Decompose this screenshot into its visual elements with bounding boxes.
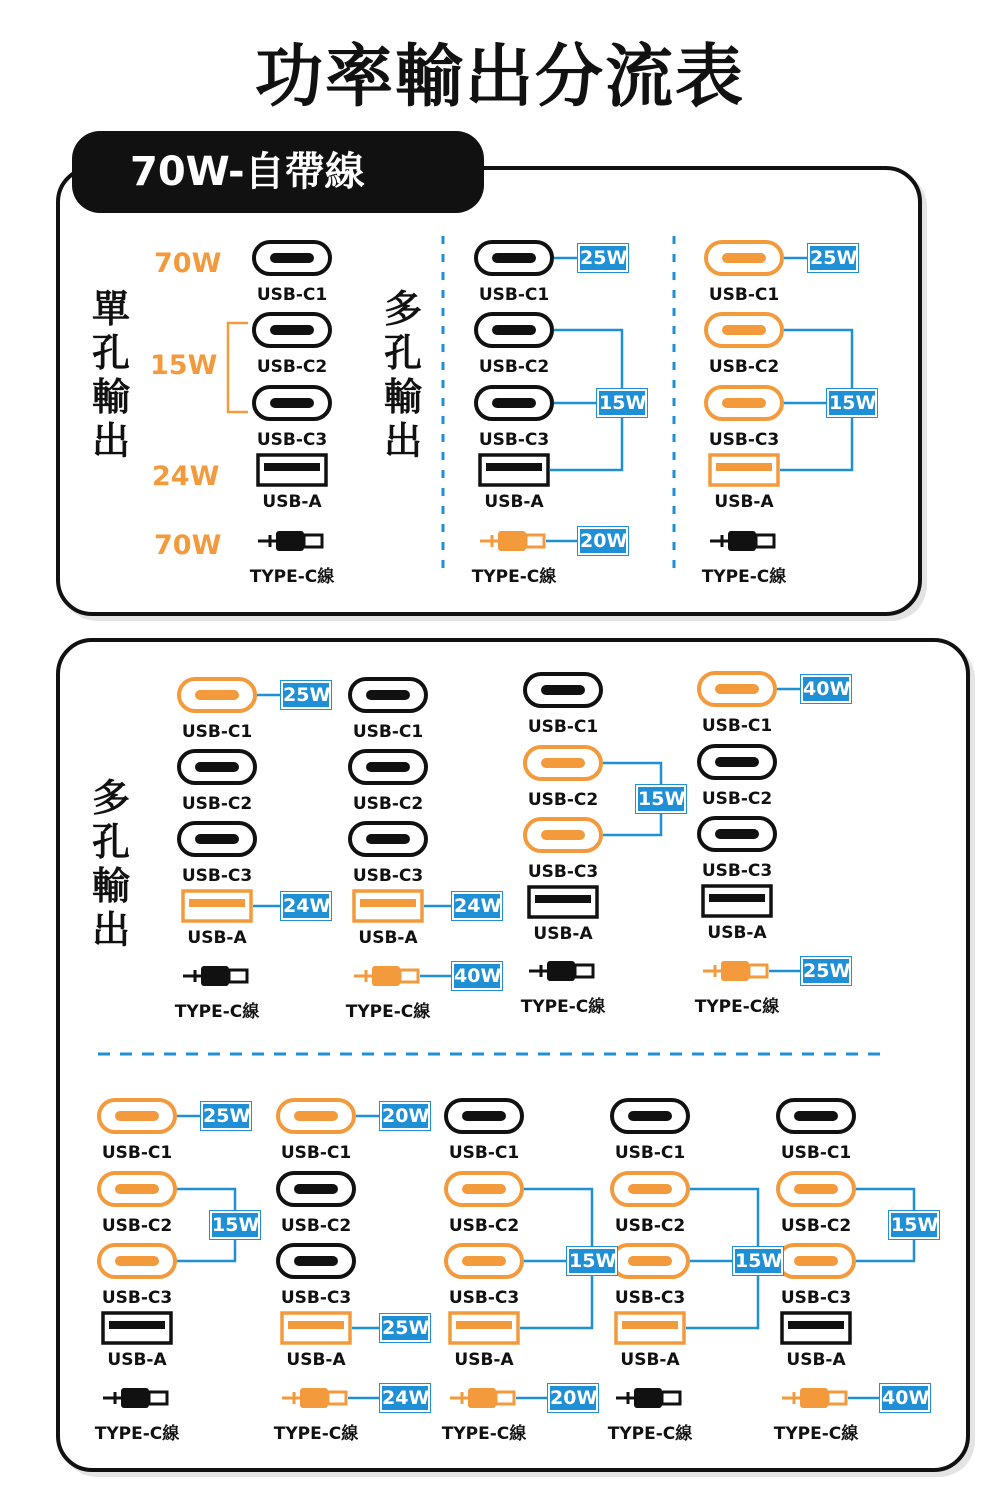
- cable-icon: [498, 531, 526, 551]
- usb-a-port-icon: [709, 894, 765, 902]
- label-usb-c1: USB-C1: [280, 1143, 352, 1163]
- watt-badge: 20W: [578, 527, 628, 555]
- usb-c-port-icon: [541, 758, 585, 768]
- single-c1-watt: 70W: [154, 248, 222, 279]
- cable-icon: [276, 531, 304, 551]
- usb-a-port-icon: [716, 463, 772, 471]
- label-usb-c2: USB-C2: [708, 357, 780, 377]
- usb-c-port-icon: [492, 398, 536, 408]
- label-type-c: TYPE-C線: [174, 1002, 260, 1022]
- watt-badge: 15W: [210, 1211, 260, 1239]
- label-usb-c1: USB-C1: [527, 717, 599, 737]
- label-usb-c2: USB-C2: [448, 1216, 520, 1236]
- usb-c-port-icon: [794, 1256, 838, 1266]
- label-usb-a: USB-A: [707, 923, 767, 943]
- label-usb-c2: USB-C2: [701, 789, 773, 809]
- cable-icon: [300, 1388, 328, 1408]
- cable-icon: [800, 1388, 828, 1408]
- usb-c-port-icon: [628, 1184, 672, 1194]
- usb-a-port-icon: [535, 895, 591, 903]
- usb-c-port-icon: [270, 253, 314, 263]
- label-usb-c1: USB-C1: [701, 716, 773, 736]
- label-usb-c3: USB-C3: [352, 866, 424, 886]
- watt-badge: 25W: [281, 681, 331, 709]
- single-cable-watt: 70W: [154, 530, 222, 561]
- label-usb-c2: USB-C2: [780, 1216, 852, 1236]
- usb-a-port-icon: [788, 1321, 844, 1329]
- usb-a-port-icon: [109, 1321, 165, 1329]
- cable-icon: [828, 1392, 846, 1404]
- cable-icon: [496, 1392, 514, 1404]
- watt-badge: 15W: [733, 1247, 783, 1275]
- cable-icon: [728, 531, 756, 551]
- multi-output-label-bottom: 多 孔 輸 出: [91, 776, 130, 952]
- cable-icon: [575, 965, 593, 977]
- label-usb-c3: USB-C3: [614, 1288, 686, 1308]
- single-a-watt: 24W: [152, 461, 220, 492]
- label-usb-a: USB-A: [358, 928, 418, 948]
- usb-c-port-icon: [462, 1184, 506, 1194]
- cable-icon: [201, 966, 229, 986]
- usb-a-port-icon: [622, 1321, 678, 1329]
- watt-badge: 24W: [380, 1384, 430, 1412]
- usb-c-port-icon: [195, 690, 239, 700]
- label-usb-c1: USB-C1: [708, 285, 780, 305]
- label-type-c: TYPE-C線: [94, 1424, 180, 1444]
- watt-badge: 20W: [548, 1384, 598, 1412]
- cable-icon: [121, 1388, 149, 1408]
- label-usb-c2: USB-C2: [101, 1216, 173, 1236]
- usb-c-port-icon: [628, 1111, 672, 1121]
- watt-badge: 25W: [578, 244, 628, 272]
- label-usb-c2: USB-C2: [614, 1216, 686, 1236]
- label-usb-a: USB-A: [533, 924, 593, 944]
- cable-icon: [468, 1388, 496, 1408]
- watt-badge: 25W: [801, 957, 851, 985]
- usb-a-port-icon: [456, 1321, 512, 1329]
- label-usb-c3: USB-C3: [701, 861, 773, 881]
- label-type-c: TYPE-C線: [694, 997, 780, 1017]
- usb-c-port-icon: [195, 834, 239, 844]
- usb-c-port-icon: [722, 325, 766, 335]
- watt-badge: 15W: [889, 1211, 939, 1239]
- usb-a-port-icon: [189, 899, 245, 907]
- label-usb-c2: USB-C2: [527, 790, 599, 810]
- usb-c-port-icon: [541, 830, 585, 840]
- cable-icon: [229, 970, 247, 982]
- label-type-c: TYPE-C線: [520, 997, 606, 1017]
- label-usb-a: USB-A: [620, 1350, 680, 1370]
- usb-c-port-icon: [541, 685, 585, 695]
- label-type-c: TYPE-C線: [773, 1424, 859, 1444]
- usb-c-port-icon: [715, 829, 759, 839]
- watt-badge: 25W: [201, 1102, 251, 1130]
- watt-badge: 15W: [567, 1247, 617, 1275]
- usb-c-port-icon: [462, 1256, 506, 1266]
- label-usb-c3: USB-C3: [280, 1288, 352, 1308]
- label-usb-c1: USB-C1: [101, 1143, 173, 1163]
- usb-c-port-icon: [294, 1256, 338, 1266]
- label-type-c: TYPE-C線: [607, 1424, 693, 1444]
- cable-icon: [526, 535, 544, 547]
- usb-c-port-icon: [366, 834, 410, 844]
- watt-badge: 20W: [380, 1102, 430, 1130]
- usb-c-port-icon: [628, 1256, 672, 1266]
- single-output-label: 單 孔 輸 出: [91, 287, 130, 463]
- usb-c-port-icon: [115, 1184, 159, 1194]
- label-usb-a: USB-A: [187, 928, 247, 948]
- label-usb-a: USB-A: [107, 1350, 167, 1370]
- label-usb-c2: USB-C2: [256, 357, 328, 377]
- label-usb-c1: USB-C1: [256, 285, 328, 305]
- cable-icon: [749, 965, 767, 977]
- section-tab: 70W-自帶線: [72, 131, 484, 213]
- label-type-c: TYPE-C線: [701, 567, 787, 587]
- watt-badge: 24W: [281, 892, 331, 920]
- multi-output-label-top: 多 孔 輸 出: [383, 287, 422, 463]
- label-type-c: TYPE-C線: [273, 1424, 359, 1444]
- label-usb-a: USB-A: [286, 1350, 346, 1370]
- label-type-c: TYPE-C線: [471, 567, 557, 587]
- cable-icon: [149, 1392, 167, 1404]
- usb-c-port-icon: [294, 1111, 338, 1121]
- watt-badge: 40W: [801, 675, 851, 703]
- watt-badge: 40W: [452, 962, 502, 990]
- label-usb-a: USB-A: [454, 1350, 514, 1370]
- usb-c-port-icon: [195, 762, 239, 772]
- label-usb-a: USB-A: [484, 492, 544, 512]
- label-usb-c3: USB-C3: [101, 1288, 173, 1308]
- usb-c-port-icon: [270, 398, 314, 408]
- page-title: 功率輸出分流表: [254, 38, 745, 117]
- label-usb-c3: USB-C3: [181, 866, 253, 886]
- label-usb-c3: USB-C3: [708, 430, 780, 450]
- cable-icon: [304, 535, 322, 547]
- cable-icon: [634, 1388, 662, 1408]
- label-usb-c2: USB-C2: [478, 357, 550, 377]
- cable-icon: [756, 535, 774, 547]
- watt-badge: 40W: [880, 1384, 930, 1412]
- label-usb-c1: USB-C1: [448, 1143, 520, 1163]
- watt-badge: 15W: [597, 389, 647, 417]
- usb-c-port-icon: [270, 325, 314, 335]
- label-type-c: TYPE-C線: [345, 1002, 431, 1022]
- usb-a-port-icon: [288, 1321, 344, 1329]
- label-usb-a: USB-A: [714, 492, 774, 512]
- usb-c-port-icon: [492, 253, 536, 263]
- cable-icon: [328, 1392, 346, 1404]
- usb-c-port-icon: [715, 684, 759, 694]
- watt-badge: 25W: [380, 1314, 430, 1342]
- usb-a-port-icon: [264, 463, 320, 471]
- label-usb-c2: USB-C2: [181, 794, 253, 814]
- usb-c-port-icon: [115, 1256, 159, 1266]
- label-usb-c2: USB-C2: [352, 794, 424, 814]
- usb-c-port-icon: [366, 690, 410, 700]
- usb-c-port-icon: [715, 757, 759, 767]
- label-usb-c1: USB-C1: [352, 722, 424, 742]
- usb-c-port-icon: [115, 1111, 159, 1121]
- usb-c-port-icon: [462, 1111, 506, 1121]
- usb-c-port-icon: [366, 762, 410, 772]
- cable-icon: [372, 966, 400, 986]
- label-usb-c1: USB-C1: [478, 285, 550, 305]
- watt-badge: 24W: [452, 892, 502, 920]
- watt-badge: 15W: [827, 389, 877, 417]
- label-usb-c2: USB-C2: [280, 1216, 352, 1236]
- label-usb-a: USB-A: [786, 1350, 846, 1370]
- usb-a-port-icon: [486, 463, 542, 471]
- label-type-c: TYPE-C線: [441, 1424, 527, 1444]
- single-c2-c3-watt: 15W: [150, 350, 218, 381]
- label-usb-c3: USB-C3: [478, 430, 550, 450]
- usb-c-port-icon: [722, 398, 766, 408]
- label-usb-c3: USB-C3: [527, 862, 599, 882]
- watt-badge: 15W: [636, 785, 686, 813]
- label-usb-c3: USB-C3: [448, 1288, 520, 1308]
- usb-c-port-icon: [492, 325, 536, 335]
- label-usb-c3: USB-C3: [256, 430, 328, 450]
- cable-icon: [721, 961, 749, 981]
- label-usb-a: USB-A: [262, 492, 322, 512]
- cable-icon: [400, 970, 418, 982]
- cable-icon: [547, 961, 575, 981]
- usb-c-port-icon: [294, 1184, 338, 1194]
- label-usb-c3: USB-C3: [780, 1288, 852, 1308]
- watt-badge: 25W: [808, 244, 858, 272]
- usb-c-port-icon: [722, 253, 766, 263]
- label-usb-c1: USB-C1: [780, 1143, 852, 1163]
- usb-c-port-icon: [794, 1111, 838, 1121]
- usb-a-port-icon: [360, 899, 416, 907]
- usb-c-port-icon: [794, 1184, 838, 1194]
- label-usb-c1: USB-C1: [181, 722, 253, 742]
- label-type-c: TYPE-C線: [249, 567, 335, 587]
- label-usb-c1: USB-C1: [614, 1143, 686, 1163]
- cable-icon: [662, 1392, 680, 1404]
